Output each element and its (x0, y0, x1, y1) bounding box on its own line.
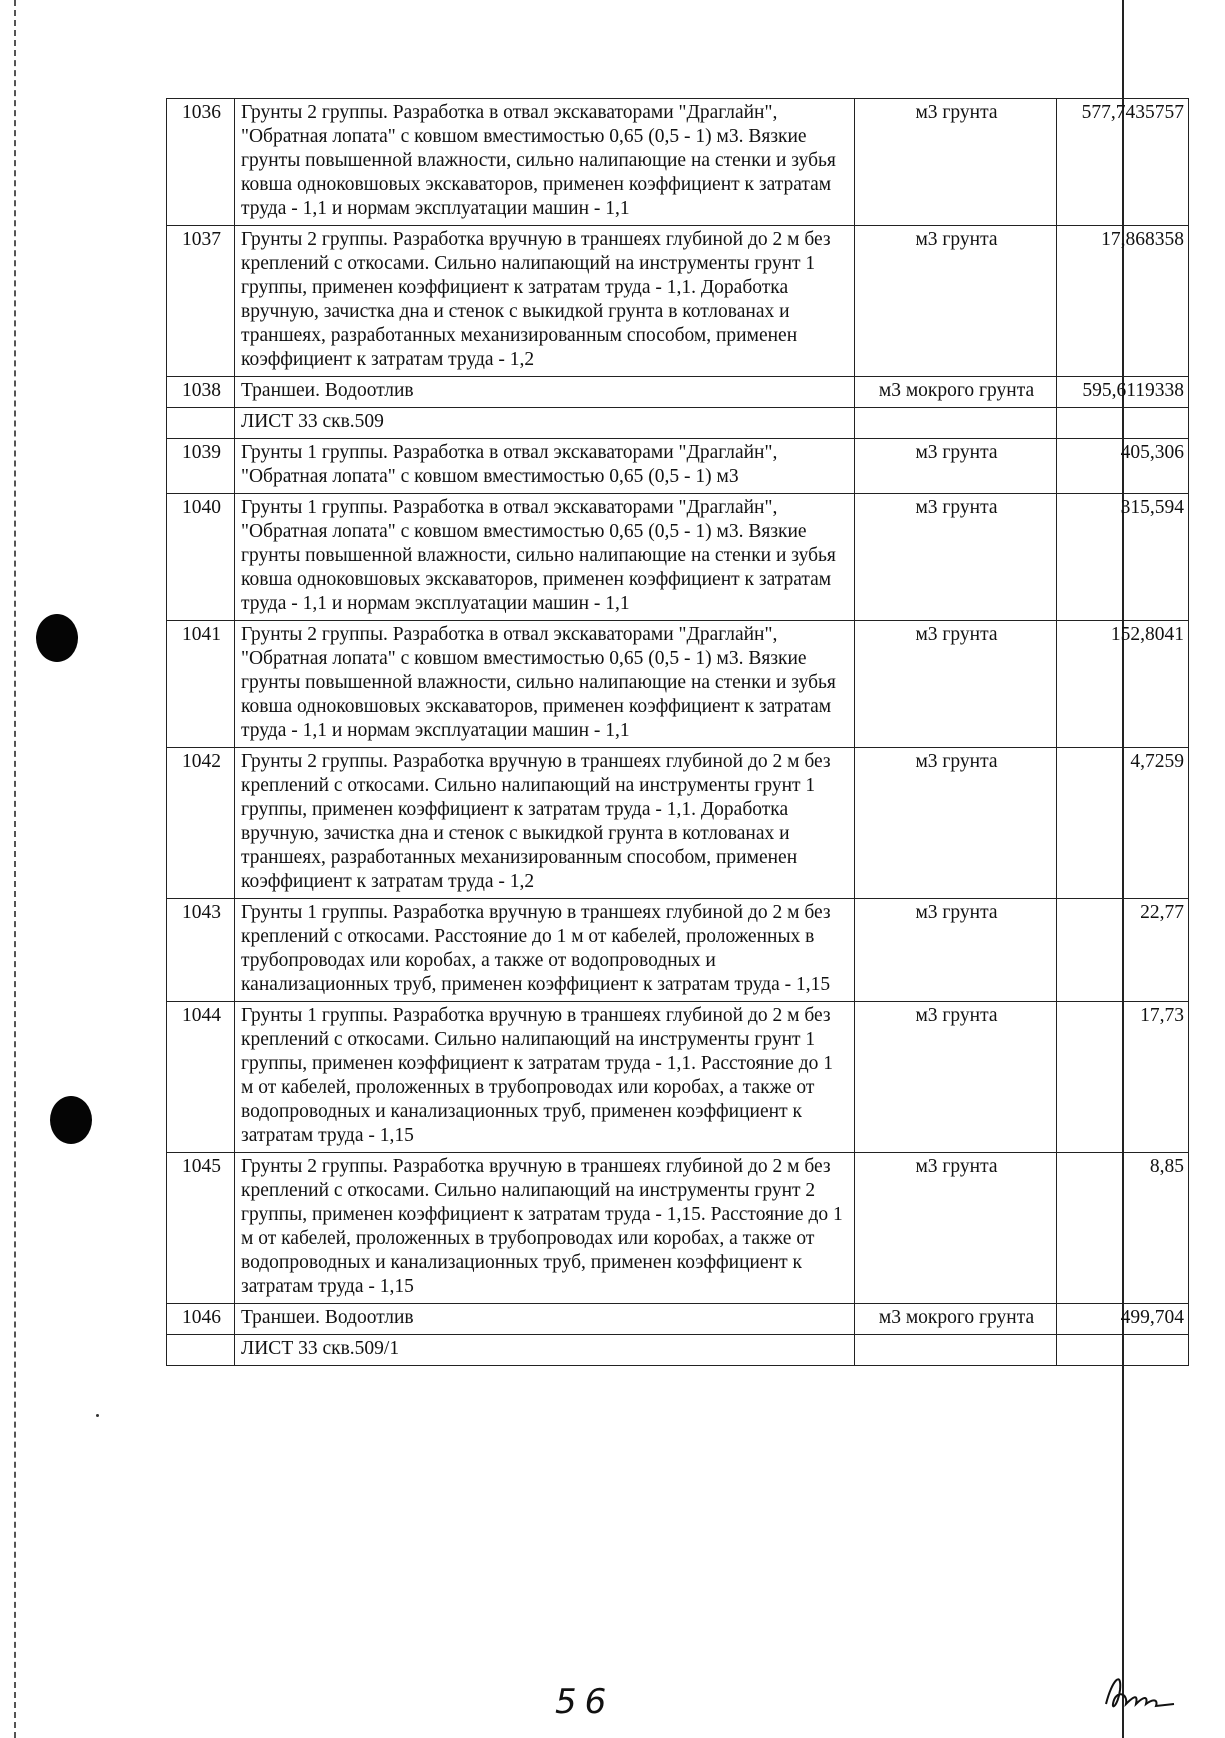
estimate-table (166, 98, 1189, 1366)
quantity-cell: 17,868358 (1057, 226, 1189, 377)
item-number-cell (167, 1335, 235, 1366)
item-number-cell: 1036 (167, 99, 235, 226)
item-number-cell: 1043 (167, 899, 235, 1002)
work-description-cell: Грунты 2 группы. Разработка в отвал экскаваторами "Драглайн", "Обратная лопата" с ковшом вместимостью 0,65 (0,5 - 1) м3. Вязкие грунты повышенной влажности, сильно налипающие на стенки и зубья ковша одноковшовых экскаваторов, применен коэффициент к затратам труда - 1,1 и нормам эксплуатации машин - 1,1 (235, 621, 855, 748)
unit-cell: м3 грунта (855, 494, 1057, 621)
unit-cell: м3 грунта (855, 621, 1057, 748)
work-description-cell: Траншеи. Водоотлив (235, 377, 855, 408)
work-description-cell: Грунты 1 группы. Разработка в отвал экскаваторами "Драглайн", "Обратная лопата" с ковшом вместимостью 0,65 (0,5 - 1) м3. Вязкие грунты повышенной влажности, сильно налипающие на стенки и зубья ковша одноковшовых экскаваторов, применен коэффициент к затратам труда - 1,1 и нормам эксплуатации машин - 1,1 (235, 494, 855, 621)
unit-cell: м3 мокрого грунта (855, 1304, 1057, 1335)
work-description-cell: Грунты 1 группы. Разработка вручную в траншеях глубиной до 2 м без креплений с откосами. Сильно налипающий на инструменты грунт 1 группы, применен коэффициент к затратам труда - 1,1. Расстояние до 1 м от кабелей, проложенных в трубопроводах или коробах, а также от водопроводных и канализационных труб, применен коэффициент к затратам труда - 1,15 (235, 1002, 855, 1153)
unit-cell: м3 грунта (855, 226, 1057, 377)
table-row (167, 99, 1189, 226)
unit-cell: м3 грунта (855, 899, 1057, 1002)
work-description-cell: Траншеи. Водоотлив (235, 1304, 855, 1335)
sheet-header-row (167, 408, 1189, 439)
item-number-cell: 1041 (167, 621, 235, 748)
quantity-cell (1057, 408, 1189, 439)
table-row (167, 439, 1189, 494)
handwritten-signature (1100, 1660, 1180, 1720)
unit-cell: м3 грунта (855, 99, 1057, 226)
table-row (167, 1153, 1189, 1304)
scan-speck (96, 1414, 99, 1417)
item-number-cell: 1045 (167, 1153, 235, 1304)
item-number-cell: 1044 (167, 1002, 235, 1153)
sheet-header-row (167, 1335, 1189, 1366)
item-number-cell: 1042 (167, 748, 235, 899)
quantity-cell (1057, 1335, 1189, 1366)
quantity-cell: 405,306 (1057, 439, 1189, 494)
unit-cell: м3 грунта (855, 439, 1057, 494)
punch-hole-top (36, 614, 78, 662)
table-row (167, 899, 1189, 1002)
quantity-cell: 595,6119338 (1057, 377, 1189, 408)
table-row (167, 1304, 1189, 1335)
quantity-cell: 499,704 (1057, 1304, 1189, 1335)
page-number: 56 (555, 1682, 615, 1722)
table-row (167, 621, 1189, 748)
sheet-label-cell: ЛИСТ 33 скв.509 (235, 408, 855, 439)
work-description-cell: Грунты 2 группы. Разработка вручную в траншеях глубиной до 2 м без креплений с откосами. Сильно налипающий на инструменты грунт 1 группы, применен коэффициент к затратам труда - 1,1. Доработка вручную, зачистка дна и стенок с выкидкой грунта в котлованах и траншеях, разработанных механизированным способом, применен коэффициент к затратам труда - 1,2 (235, 748, 855, 899)
quantity-cell: 315,594 (1057, 494, 1189, 621)
table-row (167, 1002, 1189, 1153)
quantity-cell: 8,85 (1057, 1153, 1189, 1304)
table-row (167, 748, 1189, 899)
work-description-cell: Грунты 2 группы. Разработка вручную в траншеях глубиной до 2 м без креплений с откосами. Сильно налипающий на инструменты грунт 1 группы, применен коэффициент к затратам труда - 1,1. Доработка вручную, зачистка дна и стенок с выкидкой грунта в котлованах и траншеях, разработанных механизированным способом, применен коэффициент к затратам труда - 1,2 (235, 226, 855, 377)
table-row (167, 226, 1189, 377)
unit-cell (855, 1335, 1057, 1366)
unit-cell: м3 грунта (855, 748, 1057, 899)
quantity-cell: 577,7435757 (1057, 99, 1189, 226)
item-number-cell: 1040 (167, 494, 235, 621)
work-description-cell: Грунты 1 группы. Разработка в отвал экскаваторами "Драглайн", "Обратная лопата" с ковшом вместимостью 0,65 (0,5 - 1) м3 (235, 439, 855, 494)
quantity-cell: 22,77 (1057, 899, 1189, 1002)
table-row (167, 377, 1189, 408)
work-description-cell: Грунты 2 группы. Разработка вручную в траншеях глубиной до 2 м без креплений с откосами. Сильно налипающий на инструменты грунт 2 группы, применен коэффициент к затратам труда - 1,15. Расстояние до 1 м от кабелей, проложенных в трубопроводах или коробах, а также от водопроводных и канализационных труб, применен коэффициент к затратам труда - 1,15 (235, 1153, 855, 1304)
work-description-cell: Грунты 1 группы. Разработка вручную в траншеях глубиной до 2 м без креплений с откосами. Расстояние до 1 м от кабелей, проложенных в трубопроводах или коробах, а также от водопроводных и канализационных труб, применен коэффициент к затратам труда - 1,15 (235, 899, 855, 1002)
sheet-label-cell: ЛИСТ 33 скв.509/1 (235, 1335, 855, 1366)
work-description-cell: Грунты 2 группы. Разработка в отвал экскаваторами "Драглайн", "Обратная лопата" с ковшом вместимостью 0,65 (0,5 - 1) м3. Вязкие грунты повышенной влажности, сильно налипающие на стенки и зубья ковша одноковшовых экскаваторов, применен коэффициент к затратам труда - 1,1 и нормам эксплуатации машин - 1,1 (235, 99, 855, 226)
unit-cell: м3 грунта (855, 1002, 1057, 1153)
unit-cell: м3 грунта (855, 1153, 1057, 1304)
quantity-cell: 152,8041 (1057, 621, 1189, 748)
punch-hole-bottom (50, 1096, 92, 1144)
quantity-cell: 4,7259 (1057, 748, 1189, 899)
binding-margin-line (14, 0, 16, 1738)
item-number-cell (167, 408, 235, 439)
item-number-cell: 1039 (167, 439, 235, 494)
table-row (167, 494, 1189, 621)
unit-cell: м3 мокрого грунта (855, 377, 1057, 408)
unit-cell (855, 408, 1057, 439)
item-number-cell: 1046 (167, 1304, 235, 1335)
quantity-cell: 17,73 (1057, 1002, 1189, 1153)
item-number-cell: 1038 (167, 377, 235, 408)
item-number-cell: 1037 (167, 226, 235, 377)
